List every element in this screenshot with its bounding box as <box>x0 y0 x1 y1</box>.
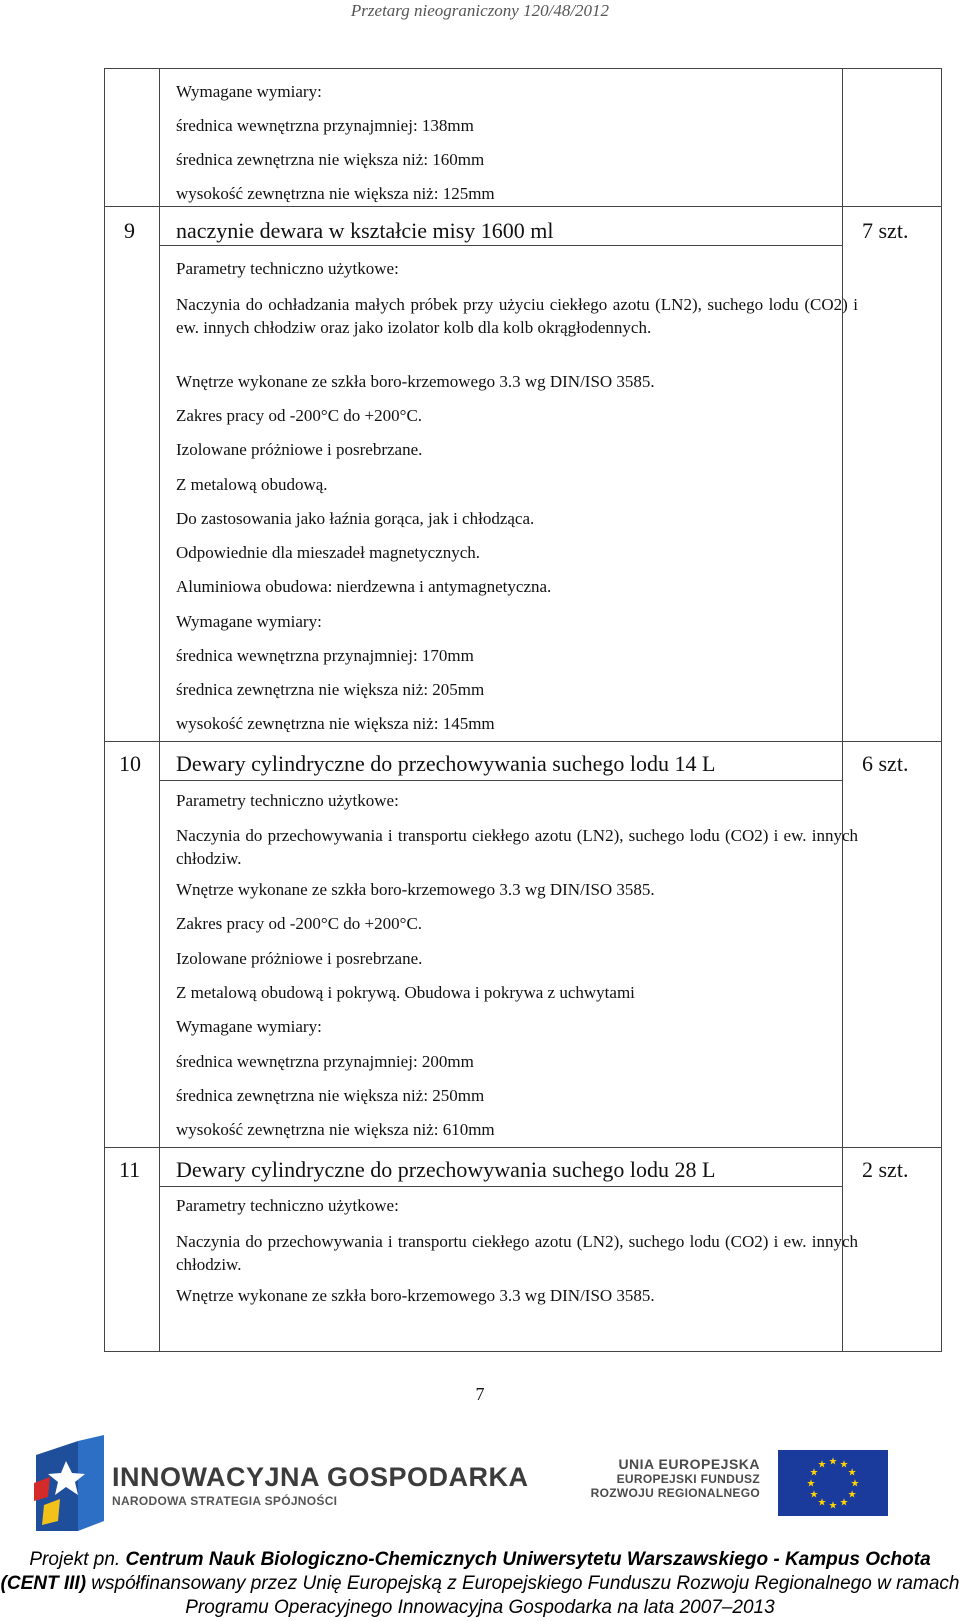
eu-star-icon: ★ <box>847 1467 857 1479</box>
spec-line: wysokość zewnętrzna nie większa niż: 125mm <box>176 184 495 203</box>
row-border <box>104 741 942 742</box>
description-paragraph: Naczynia do przechowywania i transportu ciekłego azotu (LN2), suchego lodu (CO2) i ew. innych chłodziw. <box>176 826 858 868</box>
eu-star-icon: ★ <box>809 1467 819 1479</box>
params-label: Parametry techniczno użytkowe: <box>176 791 399 810</box>
row-number: 11 <box>119 1157 141 1182</box>
footer-project-name: Centrum Nauk Biologiczno-Chemicznych Uniwersytetu Warszawskiego - Kampus Ochota (CENT III) <box>0 1549 931 1594</box>
eu-flag-icon <box>778 1450 888 1521</box>
item-quantity: 2 szt. <box>862 1157 909 1182</box>
spec-line: średnica zewnętrzna nie większa niż: 205mm <box>176 680 485 699</box>
title-underline <box>160 245 842 246</box>
row-border <box>104 206 942 207</box>
item-title: naczynie dewara w kształcie misy 1600 ml <box>176 218 554 243</box>
spec-line: Wnętrze wykonane ze szkła boro-krzemowego 3.3 wg DIN/ISO 3585. <box>176 372 655 391</box>
spec-line: Aluminiowa obudowa: nierdzewna i antymagnetyczna. <box>176 577 552 596</box>
eu-fund-wordmark <box>560 1456 760 1500</box>
spec-line: Wnętrze wykonane ze szkła boro-krzemowego 3.3 wg DIN/ISO 3585. <box>176 880 655 899</box>
spec-line: wysokość zewnętrzna nie większa niż: 610mm <box>176 1120 495 1139</box>
spec-line: Izolowane próżniowe i posrebrzane. <box>176 440 423 459</box>
eu-star-icon: ★ <box>828 1456 838 1468</box>
item-title: Dewary cylindryczne do przechowywania suchego lodu 28 L <box>176 1157 716 1182</box>
eu-name: UNIA EUROPEJSKA <box>618 1456 760 1472</box>
params-label: Parametry techniczno użytkowe: <box>176 1196 399 1215</box>
description-paragraph: Naczynia do ochładzania małych próbek przy użyciu ciekłego azotu (LN2), suchego lodu (CO2) i ew. innych chłodziw oraz jako izolator kolb dla kolb okrągłodennych. <box>176 295 858 337</box>
spec-line: Z metalową obudową. <box>176 475 328 494</box>
item-quantity: 7 szt. <box>862 218 909 243</box>
page-number: 7 <box>475 1384 485 1404</box>
innowacyjna-gospodarka-wordmark <box>112 1462 529 1508</box>
item-quantity: 6 szt. <box>862 751 909 776</box>
logo-subtitle: NARODOWA STRATEGIA SPÓJNOŚCI <box>112 1494 338 1508</box>
eu-star-icon: ★ <box>828 1500 838 1512</box>
spec-line: Z metalową obudową i pokrywą. Obudowa i pokrywa z uchwytami <box>176 983 635 1002</box>
spec-line: Wymagane wymiary: <box>176 1017 322 1036</box>
spec-line: Wymagane wymiary: <box>176 82 322 101</box>
eu-star-icon: ★ <box>806 1478 816 1490</box>
document-header: Przetarg nieograniczony 120/48/2012 <box>350 1 610 20</box>
eu-fund-line: ROZWOJU REGIONALNEGO <box>590 1486 760 1500</box>
eu-star-icon: ★ <box>817 1459 827 1471</box>
logo-title: INNOWACYJNA GOSPODARKA <box>112 1462 529 1492</box>
eu-star-icon: ★ <box>847 1489 857 1501</box>
eu-star-icon: ★ <box>817 1497 827 1509</box>
table-divider-number <box>159 68 160 1352</box>
row-number: 9 <box>124 218 135 243</box>
spec-line: Do zastosowania jako łaźnia gorąca, jak i chłodząca. <box>176 509 535 528</box>
spec-line: średnica zewnętrzna nie większa niż: 160mm <box>176 150 485 169</box>
spec-line: Odpowiednie dla mieszadeł magnetycznych. <box>176 543 480 562</box>
spec-line: Izolowane próżniowe i posrebrzane. <box>176 949 423 968</box>
footer-programme: w ramach Programu Operacyjnego Innowacyjna Gospodarka na lata 2007–2013 <box>185 1573 960 1618</box>
row-border <box>104 1147 942 1148</box>
footer-prefix: Projekt pn. <box>29 1549 126 1570</box>
footer-cofinance: współfinansowany przez Unię Europejską z Europejskiego Funduszu Rozwoju Regionalnego <box>86 1573 872 1594</box>
spec-line: Zakres pracy od -200°C do +200°C. <box>176 914 423 933</box>
description-paragraph: Naczynia do przechowywania i transportu ciekłego azotu (LN2), suchego lodu (CO2) i ew. innych chłodziw. <box>176 1232 858 1274</box>
spec-line: Wnętrze wykonane ze szkła boro-krzemowego 3.3 wg DIN/ISO 3585. <box>176 1286 655 1305</box>
spec-line: wysokość zewnętrzna nie większa niż: 145mm <box>176 714 495 733</box>
item-title: Dewary cylindryczne do przechowywania suchego lodu 14 L <box>176 751 716 776</box>
title-underline <box>160 780 842 781</box>
project-footer <box>0 1548 960 1620</box>
eu-star-icon: ★ <box>839 1459 849 1471</box>
eu-star-icon: ★ <box>839 1497 849 1509</box>
eu-star-icon: ★ <box>850 1478 860 1490</box>
row-number: 10 <box>119 751 141 776</box>
spec-line: średnica wewnętrzna przynajmniej: 170mm <box>176 646 474 665</box>
spec-line: średnica wewnętrzna przynajmniej: 200mm <box>176 1052 474 1071</box>
title-underline <box>160 1186 842 1187</box>
eu-star-icon: ★ <box>809 1489 819 1501</box>
table-divider-quantity <box>842 68 843 1352</box>
eu-fund-line: EUROPEJSKI FUNDUSZ <box>616 1472 760 1486</box>
spec-line: średnica wewnętrzna przynajmniej: 138mm <box>176 116 474 135</box>
innowacyjna-gospodarka-logo-icon <box>30 1425 108 1538</box>
spec-line: średnica zewnętrzna nie większa niż: 250mm <box>176 1086 485 1105</box>
spec-line: Wymagane wymiary: <box>176 612 322 631</box>
params-label: Parametry techniczno użytkowe: <box>176 259 399 278</box>
spec-line: Zakres pracy od -200°C do +200°C. <box>176 406 423 425</box>
